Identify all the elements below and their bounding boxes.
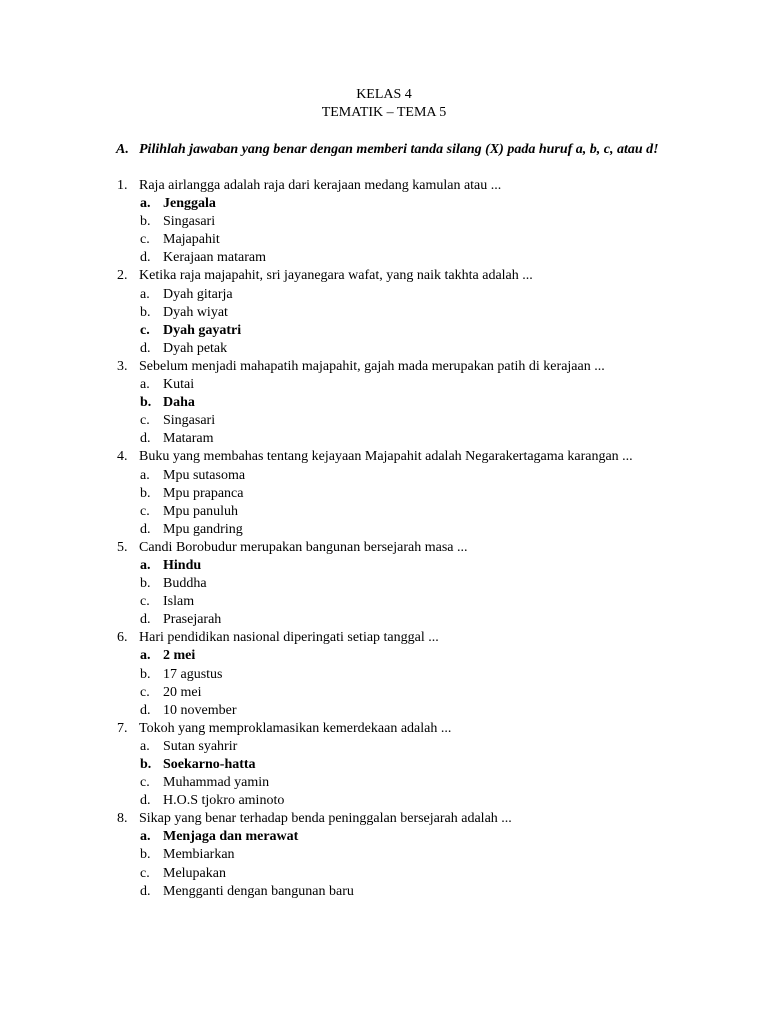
option-c <box>117 503 677 521</box>
option-text: Islam <box>163 594 195 610</box>
question-6 <box>117 629 677 719</box>
question-text: Candi Borobudur merupakan bangunan bersejarah masa ... <box>139 539 468 555</box>
option-text: Mpu panuluh <box>163 503 239 519</box>
option-text: 10 november <box>163 702 237 718</box>
option-text: Majapahit <box>163 232 220 248</box>
question-text: Buku yang membahas tentang kejayaan Majapahit adalah Negarakertagama karangan ... <box>139 449 633 465</box>
option-b <box>117 756 677 774</box>
option-c <box>117 774 677 792</box>
option-label: a. <box>140 557 151 573</box>
option-text: Singasari <box>163 214 216 230</box>
option-a <box>117 376 677 394</box>
option-label: b. <box>140 304 151 320</box>
option-a <box>117 467 677 485</box>
question-1 <box>117 177 677 267</box>
option-label: c. <box>140 865 150 881</box>
option-c <box>117 684 677 702</box>
option-label: d. <box>140 340 151 356</box>
option-a <box>117 195 677 213</box>
option-b <box>117 575 677 593</box>
option-a <box>117 286 677 304</box>
option-label: a. <box>140 738 150 754</box>
option-text: Kerajaan mataram <box>163 250 266 266</box>
option-label: d. <box>140 702 151 718</box>
section-label: A. <box>116 142 129 157</box>
question-stem <box>117 539 677 557</box>
option-label: a. <box>140 467 150 483</box>
option-text: Mpu sutasoma <box>163 467 246 483</box>
question-number: 2. <box>117 268 128 284</box>
option-text: Menjaga dan merawat <box>163 829 299 845</box>
option-c <box>117 322 677 340</box>
option-a <box>117 647 677 665</box>
option-label: c. <box>140 594 150 610</box>
option-label: d. <box>140 612 151 628</box>
option-a <box>117 557 677 575</box>
option-text: Dyah gitarja <box>163 286 233 302</box>
option-label: b. <box>140 395 152 411</box>
option-label: c. <box>140 232 150 248</box>
option-text: 2 mei <box>163 648 196 664</box>
option-b <box>117 485 677 503</box>
option-b <box>117 666 677 684</box>
instruction-text: Pilihlah jawaban yang benar dengan memberi tanda silang (X) pada huruf a, b, c, atau d! <box>139 142 659 157</box>
option-text: Membiarkan <box>163 847 235 863</box>
question-text: Sikap yang benar terhadap benda peninggalan bersejarah adalah ... <box>139 811 512 827</box>
option-text: Mpu gandring <box>163 521 243 537</box>
question-number: 1. <box>117 178 128 193</box>
class-heading: KELAS 4 <box>356 87 412 102</box>
option-a <box>117 828 677 846</box>
question-3 <box>117 358 677 448</box>
question-8 <box>117 810 677 900</box>
option-label: a. <box>140 829 151 845</box>
question-number: 8. <box>117 811 128 827</box>
option-label: b. <box>140 847 151 863</box>
option-b <box>117 304 677 322</box>
option-text: Prasejarah <box>163 612 222 628</box>
option-label: d. <box>140 793 151 809</box>
option-c <box>117 593 677 611</box>
question-stem <box>117 267 677 285</box>
option-d <box>117 340 677 358</box>
option-b <box>117 394 677 412</box>
option-text: Dyah wiyat <box>163 304 228 320</box>
option-text: Jenggala <box>163 196 216 212</box>
option-label: c. <box>140 775 150 791</box>
option-text: H.O.S tjokro aminoto <box>163 793 285 809</box>
option-text: Singasari <box>163 413 216 429</box>
question-text: Hari pendidikan nasional diperingati setiap tanggal ... <box>139 630 439 646</box>
option-b <box>117 213 677 231</box>
option-label: a. <box>140 196 151 212</box>
option-d <box>117 702 677 720</box>
option-text: Soekarno-hatta <box>163 757 256 772</box>
option-text: 20 mei <box>163 684 202 700</box>
option-label: a. <box>140 648 151 664</box>
theme-heading: TEMATIK – TEMA 5 <box>321 105 447 120</box>
question-stem <box>117 358 677 376</box>
option-text: Sutan syahrir <box>163 738 238 754</box>
question-stem <box>117 629 677 647</box>
option-text: Kutai <box>163 377 195 393</box>
option-d <box>117 521 677 539</box>
option-label: d. <box>140 521 151 537</box>
question-text: Raja airlangga adalah raja dari kerajaan medang kamulan atau ... <box>139 178 502 193</box>
option-label: d. <box>140 250 151 266</box>
option-text: Melupakan <box>163 865 226 881</box>
option-d <box>117 883 677 901</box>
option-text: Hindu <box>163 557 202 573</box>
option-label: b. <box>140 485 151 501</box>
question-number: 5. <box>117 539 128 555</box>
option-label: b. <box>140 666 151 682</box>
question-5 <box>117 539 677 629</box>
question-2 <box>117 267 677 357</box>
question-7 <box>117 720 677 810</box>
question-number: 7. <box>117 720 128 736</box>
option-text: Dyah gayatri <box>163 322 242 338</box>
option-label: d. <box>140 883 151 899</box>
option-label: c. <box>140 413 150 429</box>
option-label: b. <box>140 576 151 592</box>
option-text: 17 agustus <box>163 666 223 682</box>
option-c <box>117 865 677 883</box>
question-number: 3. <box>117 358 128 374</box>
question-stem <box>117 720 677 738</box>
question-number: 4. <box>117 449 128 465</box>
option-text: Mataram <box>163 431 214 447</box>
option-text: Daha <box>163 395 195 411</box>
question-list <box>0 177 768 901</box>
option-d <box>117 611 677 629</box>
option-a <box>117 738 677 756</box>
option-text: Muhammad yamin <box>163 775 270 791</box>
option-label: d. <box>140 431 151 447</box>
option-label: c. <box>140 322 150 338</box>
question-text: Sebelum menjadi mahapatih majapahit, gajah mada merupakan patih di kerajaan ... <box>139 358 605 374</box>
option-d <box>117 430 677 448</box>
option-label: c. <box>140 503 150 519</box>
option-text: Buddha <box>163 576 207 592</box>
question-stem <box>117 448 677 466</box>
option-label: b. <box>140 214 151 230</box>
option-b <box>117 846 677 864</box>
option-label: b. <box>140 757 152 772</box>
option-d <box>117 792 677 810</box>
option-label: a. <box>140 377 150 393</box>
question-text: Ketika raja majapahit, sri jayanegara wafat, yang naik takhta adalah ... <box>139 268 533 284</box>
option-label: a. <box>140 286 150 302</box>
option-c <box>117 412 677 430</box>
option-d <box>117 249 677 267</box>
question-4 <box>117 448 677 538</box>
question-stem <box>117 177 677 195</box>
question-text: Tokoh yang memproklamasikan kemerdekaan adalah ... <box>139 720 452 736</box>
option-c <box>117 231 677 249</box>
option-text: Mengganti dengan bangunan baru <box>163 883 354 899</box>
option-text: Dyah petak <box>163 340 228 356</box>
option-label: c. <box>140 684 150 700</box>
question-stem <box>117 810 677 828</box>
question-number: 6. <box>117 630 128 646</box>
option-text: Mpu prapanca <box>163 485 244 501</box>
